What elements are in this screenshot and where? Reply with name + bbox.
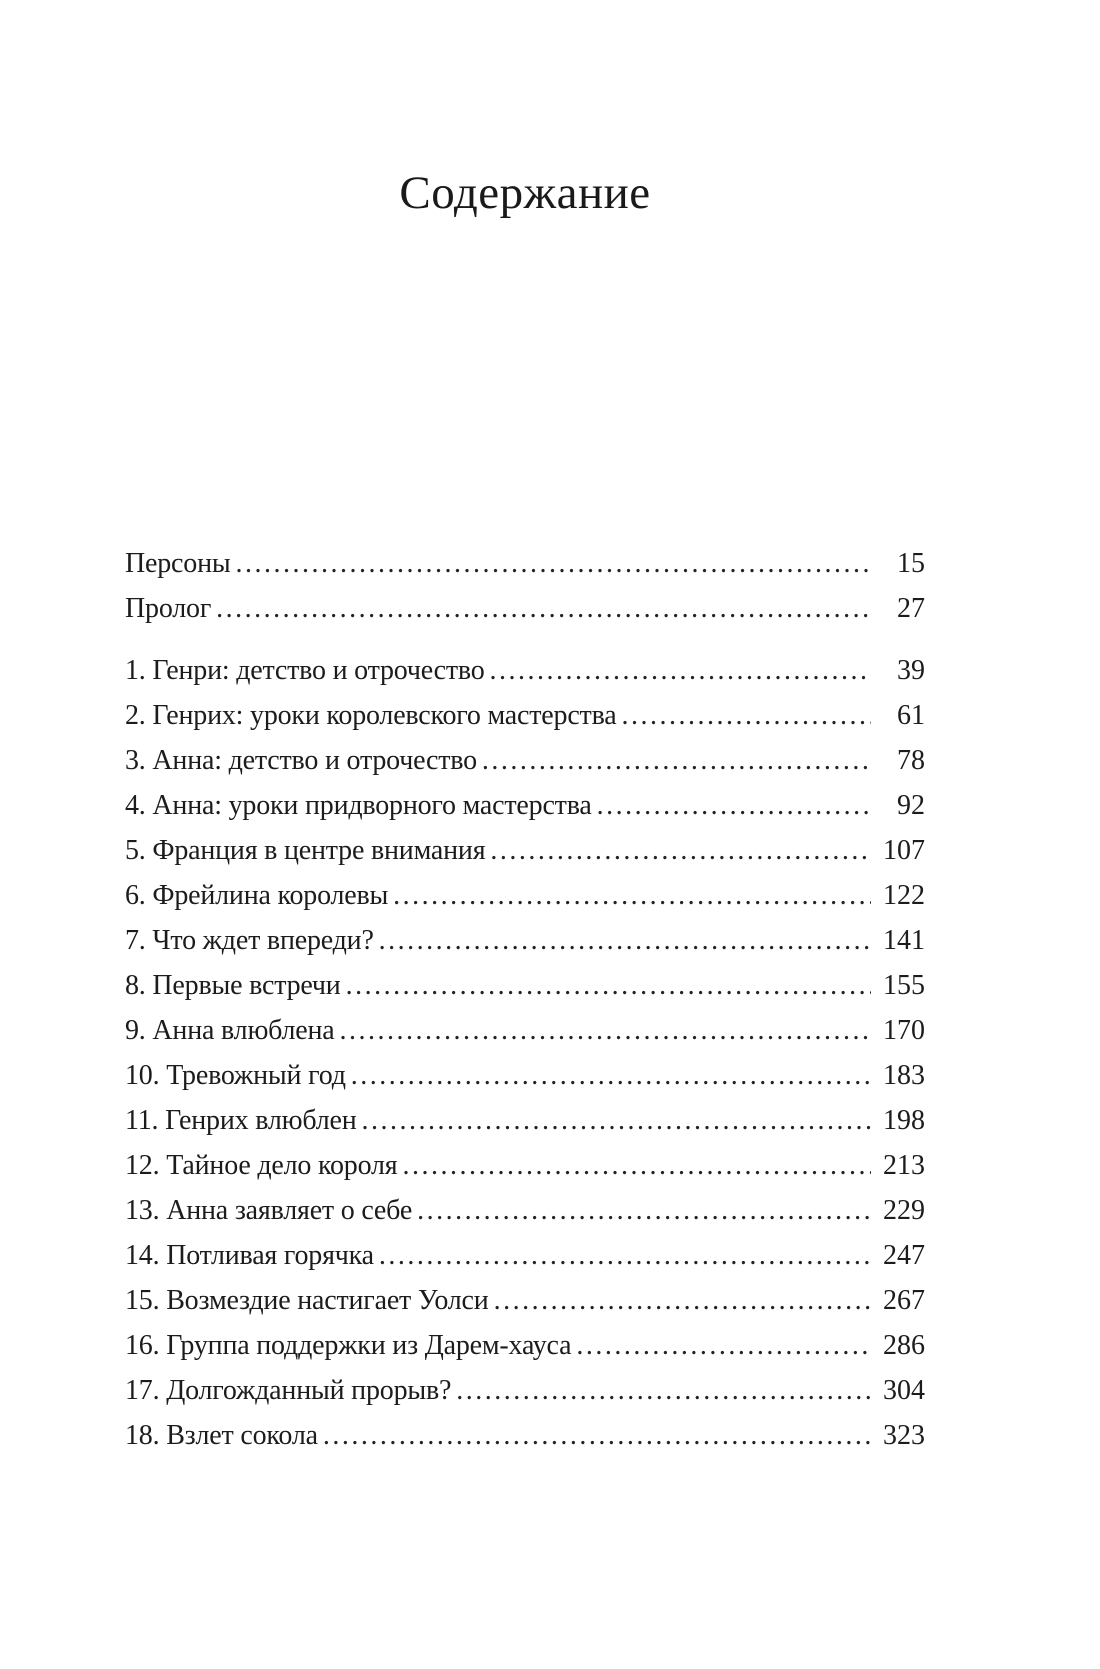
toc-entry-label: 13. Анна заявляет о себе bbox=[125, 1195, 413, 1226]
toc-entry-page: 78 bbox=[897, 745, 925, 776]
toc-entry bbox=[125, 541, 925, 586]
dot-leader bbox=[362, 1098, 872, 1143]
toc-entry bbox=[125, 1233, 925, 1278]
dot-leader bbox=[494, 1278, 871, 1323]
toc-entry-page: 286 bbox=[883, 1330, 925, 1361]
section-divider-gap bbox=[125, 631, 925, 648]
toc-entry-page: 141 bbox=[883, 925, 925, 956]
toc-entry-page: 247 bbox=[883, 1240, 925, 1271]
toc-entry-label: 15. Возмездие настигает Уолси bbox=[125, 1285, 489, 1316]
toc-entry bbox=[125, 1188, 925, 1233]
toc-entry-label: 8. Первые встречи bbox=[125, 970, 341, 1001]
toc-entry-page: 323 bbox=[883, 1420, 925, 1451]
dot-leader bbox=[490, 648, 871, 693]
toc-entry bbox=[125, 873, 925, 918]
toc-entry-label: 17. Долгожданный прорыв? bbox=[125, 1375, 452, 1406]
toc-entry-label: 6. Фрейлина королевы bbox=[125, 880, 389, 911]
toc-entry-label: 12. Тайное дело короля bbox=[125, 1150, 398, 1181]
toc-entry-page: 229 bbox=[883, 1195, 925, 1226]
toc-entry bbox=[125, 963, 925, 1008]
toc-entry bbox=[125, 738, 925, 783]
dot-leader bbox=[323, 1413, 871, 1458]
toc-entry bbox=[125, 1278, 925, 1323]
toc-entry-label: Персоны bbox=[125, 548, 231, 579]
toc-entry-label: 18. Взлет сокола bbox=[125, 1420, 318, 1451]
dot-leader bbox=[597, 783, 871, 828]
dot-leader bbox=[621, 693, 871, 738]
toc-entry bbox=[125, 1413, 925, 1458]
toc-entry bbox=[125, 918, 925, 963]
toc-entry bbox=[125, 1323, 925, 1368]
dot-leader bbox=[346, 963, 871, 1008]
toc-entry-page: 213 bbox=[883, 1150, 925, 1181]
table-of-contents bbox=[125, 541, 925, 1458]
dot-leader bbox=[379, 918, 871, 963]
toc-entry-label: 16. Группа поддержки из Дарем-хауса bbox=[125, 1330, 572, 1361]
dot-leader bbox=[456, 1368, 871, 1413]
toc-entry-label: 14. Потливая горячка bbox=[125, 1240, 374, 1271]
page-title: Содержание bbox=[399, 167, 651, 219]
toc-entry-page: 27 bbox=[897, 593, 925, 624]
toc-entry-label: Пролог bbox=[125, 593, 212, 624]
dot-leader bbox=[576, 1323, 871, 1368]
toc-entry-label: 11. Генрих влюблен bbox=[125, 1105, 357, 1136]
toc-entry-page: 155 bbox=[883, 970, 925, 1001]
dot-leader bbox=[340, 1008, 871, 1053]
toc-entry-label: 9. Анна влюблена bbox=[125, 1015, 335, 1046]
toc-entry bbox=[125, 1053, 925, 1098]
dot-leader bbox=[393, 873, 871, 918]
dot-leader bbox=[402, 1143, 871, 1188]
toc-entry-label: 5. Франция в центре внимания bbox=[125, 835, 486, 866]
toc-entry bbox=[125, 1008, 925, 1053]
toc-entry-page: 122 bbox=[883, 880, 925, 911]
dot-leader bbox=[216, 586, 871, 631]
toc-entry-page: 183 bbox=[883, 1060, 925, 1091]
toc-entry-page: 267 bbox=[883, 1285, 925, 1316]
dot-leader bbox=[379, 1233, 871, 1278]
toc-entry-page: 61 bbox=[897, 700, 925, 731]
dot-leader bbox=[235, 541, 871, 586]
toc-entry-label: 4. Анна: уроки придворного мастерства bbox=[125, 790, 592, 821]
toc-entry-page: 15 bbox=[897, 548, 925, 579]
toc-entry-page: 107 bbox=[883, 835, 925, 866]
toc-entry bbox=[125, 828, 925, 873]
toc-entry-page: 39 bbox=[897, 655, 925, 686]
dot-leader bbox=[482, 738, 871, 783]
toc-entry bbox=[125, 648, 925, 693]
toc-entry bbox=[125, 1143, 925, 1188]
toc-entry-page: 170 bbox=[883, 1015, 925, 1046]
toc-entry bbox=[125, 1098, 925, 1143]
toc-entry-page: 304 bbox=[883, 1375, 925, 1406]
dot-leader bbox=[417, 1188, 871, 1233]
dot-leader bbox=[351, 1053, 871, 1098]
toc-entry bbox=[125, 783, 925, 828]
toc-entry-label: 3. Анна: детство и отрочество bbox=[125, 745, 477, 776]
toc-entry bbox=[125, 586, 925, 631]
toc-entry-label: 7. Что ждет впереди? bbox=[125, 925, 374, 956]
toc-entry bbox=[125, 693, 925, 738]
toc-entry-label: 1. Генри: детство и отрочество bbox=[125, 655, 485, 686]
toc-entry-label: 10. Тревожный год bbox=[125, 1060, 346, 1091]
toc-entry-label: 2. Генрих: уроки королевского мастерства bbox=[125, 700, 617, 731]
toc-entry-page: 198 bbox=[883, 1105, 925, 1136]
toc-entry bbox=[125, 1368, 925, 1413]
dot-leader bbox=[490, 828, 871, 873]
toc-entry-page: 92 bbox=[897, 790, 925, 821]
